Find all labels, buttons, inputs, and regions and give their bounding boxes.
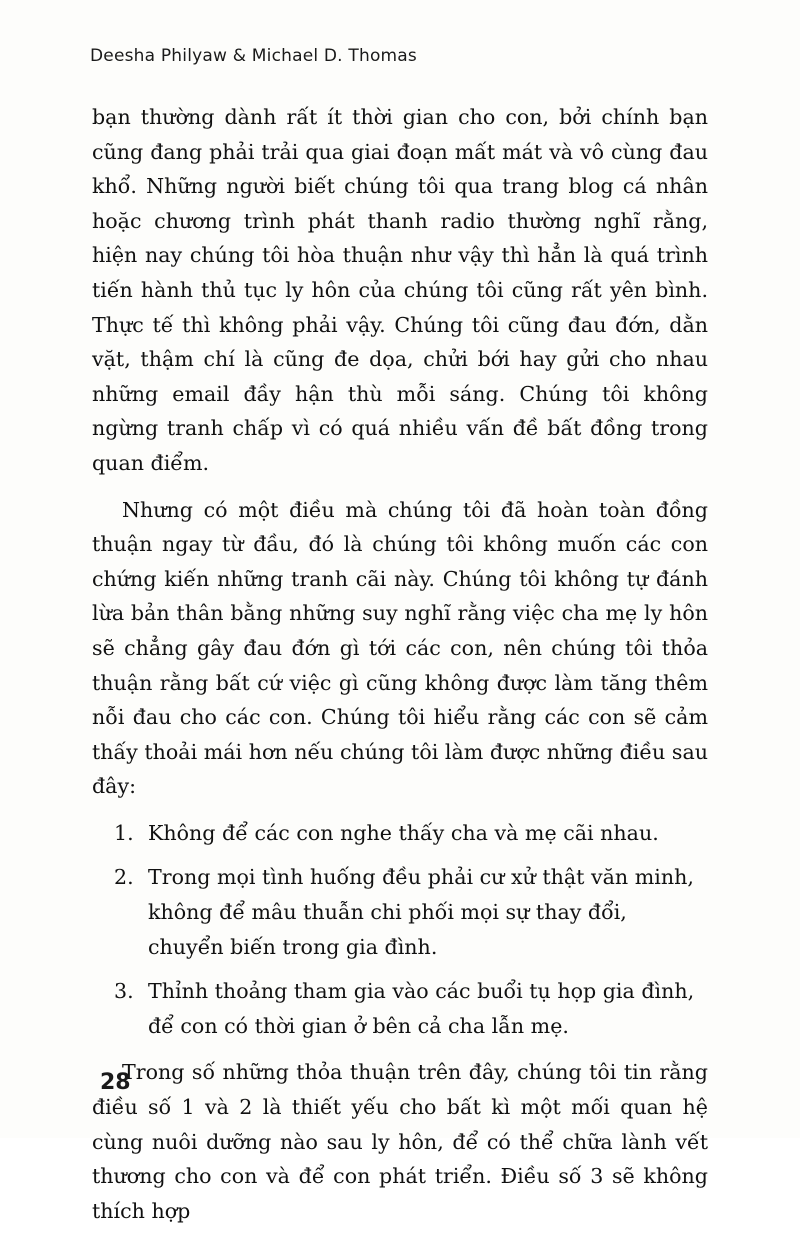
list-item-text: Không để các con nghe thấy cha và mẹ cãi nhau. — [148, 820, 659, 845]
page-number: 28 — [100, 1070, 131, 1095]
running-header: Deesha Philyaw & Michael D. Thomas — [90, 46, 417, 66]
list-item-2 — [92, 860, 708, 964]
list-item-3 — [92, 974, 708, 1043]
list-number: 1. — [114, 820, 134, 845]
paragraph-continued: bạn thường dành rất ít thời gian cho con, bởi chính bạn cũng đang phải trải qua giai đoạn mất mát và vô cùng đau khổ. Những người biết chúng tôi qua trang blog cá nhân hoặc chương trình phát thanh radio thường nghĩ rằng, hiện nay chúng tôi hòa thuận như vậy thì hẳn là quá trình tiến hành thủ tục ly hôn của chúng tôi cũng rất yên bình. Thực tế thì không phải vậy. Chúng tôi cũng đau đớn, dằn vặt, thậm chí là cũng đe dọa, chửi bới hay gửi cho nhau những email đầy hận thù mỗi sáng. Chúng tôi không ngừng tranh chấp vì có quá nhiều vấn đề bất đồng trong quan điểm. — [92, 105, 708, 475]
numbered-list — [92, 816, 708, 1044]
list-item-text: Trong mọi tình huống đều phải cư xử thật văn minh, không để mâu thuẫn chi phối mọi sự thay đổi, chuyển biến trong gia đình. — [148, 865, 694, 959]
paragraph-closing: Trong số những thỏa thuận trên đây, chúng tôi tin rằng điều số 1 và 2 là thiết yếu cho bất kì một mối quan hệ cùng nuôi dưỡng nào sau ly hôn, để có thể chữa lành vết thương cho con và để con phát triển. Điều số 3 sẽ không thích hợp — [92, 1060, 708, 1223]
body-text — [92, 100, 708, 1240]
list-item-1 — [92, 816, 708, 851]
list-item-text: Thỉnh thoảng tham gia vào các buổi tụ họp gia đình, để con có thời gian ở bên cả cha lẫn mẹ. — [148, 979, 695, 1038]
list-number: 2. — [114, 865, 134, 890]
paragraph-agreement: Nhưng có một điều mà chúng tôi đã hoàn toàn đồng thuận ngay từ đầu, đó là chúng tôi không muốn các con chứng kiến những tranh cãi này. Chúng tôi không tự đánh lừa bản thân bằng những suy nghĩ rằng việc cha mẹ ly hôn sẽ chẳng gây đau đớn gì tới các con, nên chúng tôi thỏa thuận rằng bất cứ việc gì cũng không được làm tăng thêm nỗi đau cho các con. Chúng tôi hiểu rằng các con sẽ cảm thấy thoải mái hơn nếu chúng tôi làm được những điều sau đây: — [92, 497, 708, 799]
list-number: 3. — [114, 979, 134, 1004]
